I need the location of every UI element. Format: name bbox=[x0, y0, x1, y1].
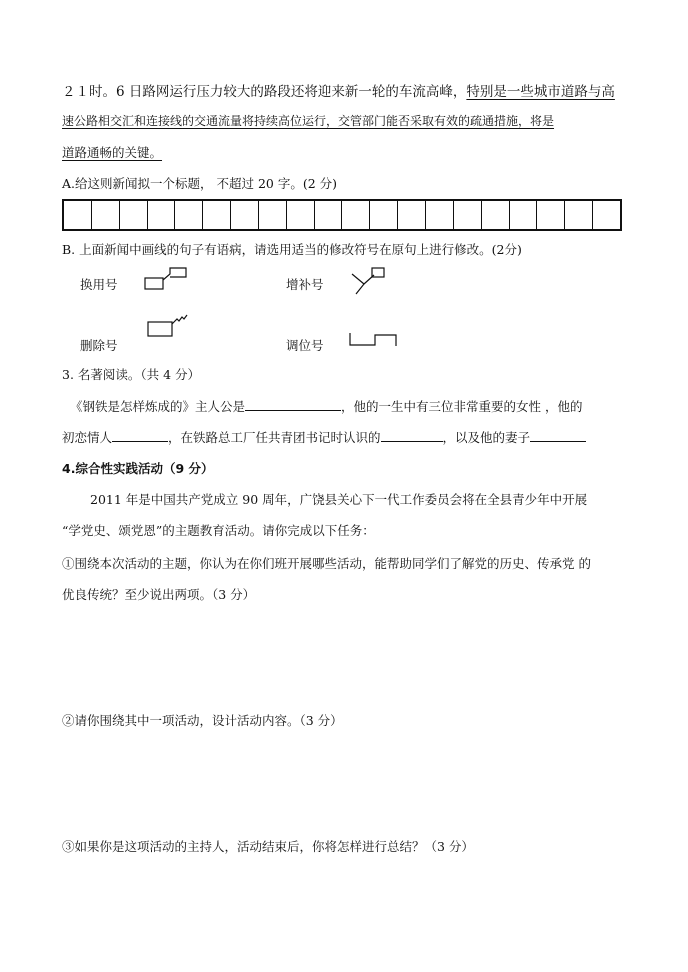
q3-line-1 bbox=[70, 397, 583, 415]
first-love-blank[interactable] bbox=[112, 429, 168, 442]
news-line-1-underlined: 特别是一些城市道路与高 bbox=[466, 84, 615, 100]
title-answer-grid[interactable] bbox=[62, 199, 622, 231]
news-line-1 bbox=[62, 80, 615, 100]
q3-line-1-text-b: ，他的一生中有三位非常重要的女性 ，他的 bbox=[341, 399, 583, 414]
q3-line-2-text-a: 初恋情人 bbox=[62, 430, 113, 445]
symbol-label-transpose: 调位号 bbox=[286, 338, 324, 353]
news-line-2: 速公路相交汇和连接线的交通流量将持续高位运行，交管部门能否采取有效的疏通措施，将是 bbox=[62, 114, 555, 128]
question-b: B. 上面新闻中画线的句子有语病，请选用适当的修改符号在原句上进行修改。(2分) bbox=[62, 242, 522, 257]
q4-task-2: ②请你围绕其中一项活动，设计活动内容。（3 分） bbox=[62, 713, 343, 728]
replace-symbol-icon bbox=[144, 266, 190, 292]
news-line-3: 道路通畅的关键。 bbox=[62, 145, 163, 160]
q3-title: 3. 名著阅读。（共 4 分） bbox=[62, 367, 201, 382]
q3-line-2-text-c: ，以及他的妻子 bbox=[442, 430, 531, 445]
protagonist-blank[interactable] bbox=[245, 398, 341, 411]
q3-line-1-text-a: 《钢铁是怎样炼成的》主人公是 bbox=[70, 399, 246, 414]
q4-intro-1: 2011 年是中国共产党成立 90 周年，广饶县关心下一代工作委员会将在全县青少年中开展 bbox=[90, 492, 588, 507]
q4-intro-2: “学党史、颂党恩”的主题教育活动。请你完成以下任务： bbox=[62, 523, 375, 538]
q4-title: 4.综合性实践活动（9 分） bbox=[62, 461, 214, 476]
insert-symbol-icon bbox=[350, 266, 386, 296]
wife-blank[interactable] bbox=[530, 429, 586, 442]
league-secretary-blank[interactable] bbox=[381, 429, 443, 442]
transpose-symbol-icon bbox=[349, 332, 399, 348]
delete-symbol-icon bbox=[147, 312, 189, 338]
symbol-label-insert: 增补号 bbox=[286, 277, 324, 292]
q4-task-3: ③如果你是这项活动的主持人，活动结束后，你将怎样进行总结？（3 分） bbox=[62, 839, 474, 854]
q3-line-2 bbox=[62, 428, 586, 446]
question-a: A.给这则新闻拟一个标题， 不超过 20 字。(2 分) bbox=[62, 176, 338, 191]
symbol-label-delete: 删除号 bbox=[80, 338, 118, 353]
news-line-1-plain: ２１时。6 日路网运行压力较大的路段还将迎来新一轮的车流高峰， bbox=[62, 84, 467, 100]
q3-line-2-text-b: ，在铁路总工厂任共青团书记时认识的 bbox=[168, 430, 381, 445]
symbol-label-replace: 换用号 bbox=[80, 277, 118, 292]
q4-task-1-line-1: ①围绕本次活动的主题，你认为在你们班开展哪些活动，能帮助同学们了解党的历史、传承党 的 bbox=[62, 556, 591, 571]
q4-task-1-line-2: 优良传统？至少说出两项。（3 分） bbox=[62, 587, 256, 602]
